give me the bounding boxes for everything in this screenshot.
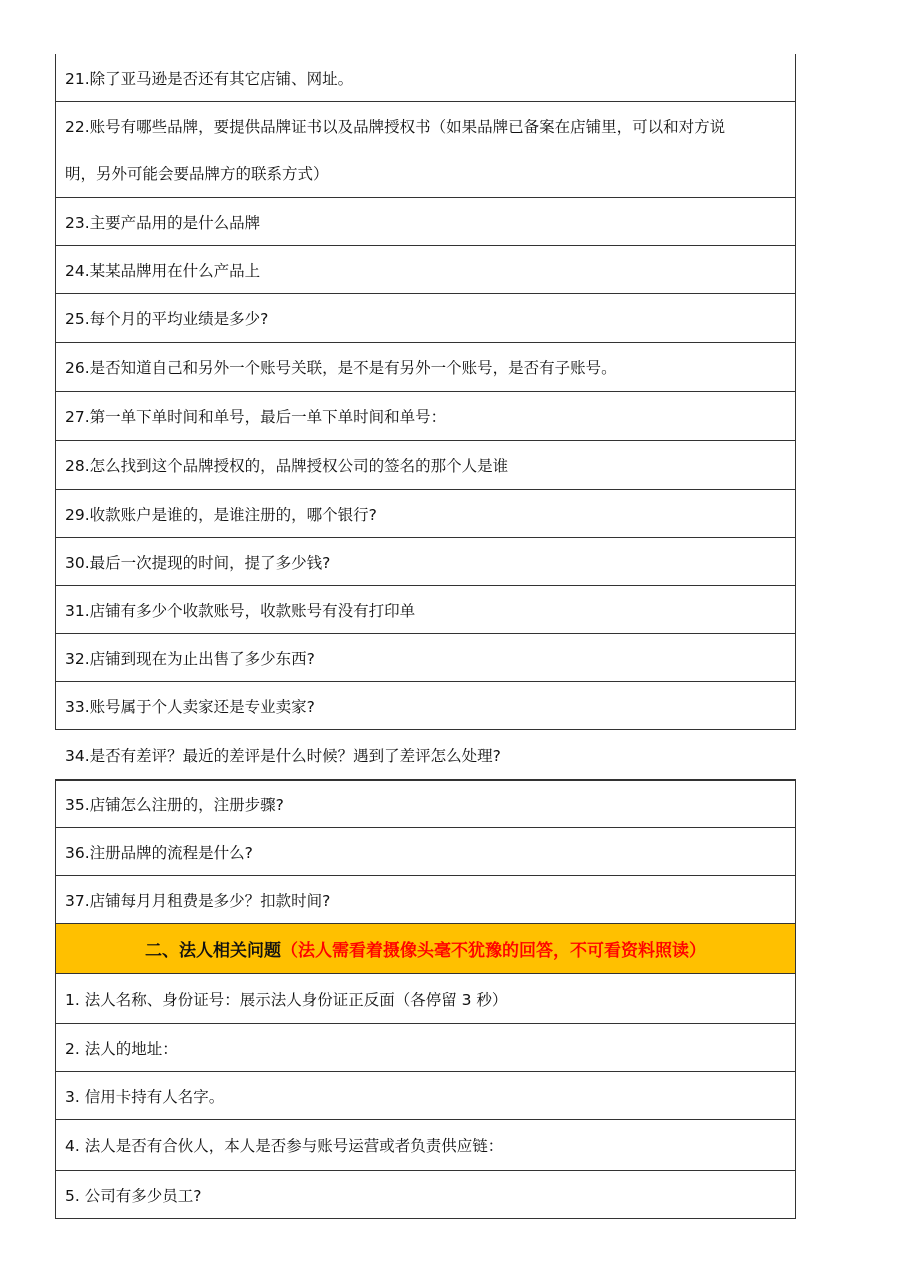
section-title: 二、法人相关问题 [145,941,281,961]
section-heading [55,924,796,974]
question-36 [55,828,796,876]
question-22 [55,102,796,198]
legal-question-4 [55,1120,796,1171]
question-31 [55,586,796,634]
question-text: 3. 信用卡持有人名字。 [65,1087,225,1106]
question-text: 35.店铺怎么注册的，注册步骤? [65,796,284,814]
question-text: 2. 法人的地址： [65,1039,178,1058]
question-text: 36.注册品牌的流程是什么? [65,843,253,862]
question-text: 明，另外可能会要品牌方的联系方式） [65,165,329,183]
question-text: 1. 法人名称、身份证号：展示法人身份证正反面（各停留 3 秒） [65,990,508,1009]
question-21 [55,54,796,102]
question-text: 32.店铺到现在为止出售了多少东西? [65,649,315,668]
question-35 [55,780,796,828]
question-text: 25.每个月的平均业绩是多少? [65,310,269,328]
question-text: 33.账号属于个人卖家还是专业卖家? [65,697,315,716]
question-text: 34.是否有差评？最近的差评是什么时候？遇到了差评怎么处理? [65,746,501,765]
question-25 [55,294,796,343]
question-24 [55,246,796,294]
question-text: 27.第一单下单时间和单号，最后一单下单时间和单号： [65,408,447,426]
question-28 [55,441,796,490]
question-text: 28.怎么找到这个品牌授权的，品牌授权公司的签名的那个人是谁 [65,457,509,475]
question-text: 23.主要产品用的是什么品牌 [65,213,261,232]
question-23 [55,198,796,246]
question-text: 31.店铺有多少个收款账号，收款账号有没有打印单 [65,601,416,620]
question-text: 21.除了亚马逊是否还有其它店铺、网址。 [65,69,354,88]
question-text: 5. 公司有多少员工? [65,1186,202,1205]
question-text: 37.店铺每月月租费是多少？扣款时间? [65,891,331,910]
question-33 [55,682,796,730]
question-text: 24.某某品牌用在什么产品上 [65,261,261,280]
legal-question-1 [55,974,796,1024]
question-32 [55,634,796,682]
question-text: 29.收款账户是谁的，是谁注册的，哪个银行? [65,505,377,524]
document-table [55,54,796,1219]
section-title-note: （法人需看着摄像头毫不犹豫的回答，不可看资料照读） [281,941,706,961]
question-27 [55,392,796,441]
question-37 [55,876,796,924]
question-30 [55,538,796,586]
question-text: 22.账号有哪些品牌，要提供品牌证书以及品牌授权书（如果品牌已备案在店铺里，可以和对方说 [65,118,726,136]
question-text: 4. 法人是否有合伙人，本人是否参与账号运营或者负责供应链： [65,1137,504,1155]
question-29 [55,490,796,538]
legal-question-5 [55,1171,796,1219]
legal-question-2 [55,1024,796,1072]
question-26 [55,343,796,392]
question-34 [55,730,796,780]
question-text: 30.最后一次提现的时间，提了多少钱? [65,553,331,572]
legal-question-3 [55,1072,796,1120]
question-text: 26.是否知道自己和另外一个账号关联，是不是有另外一个账号，是否有子账号。 [65,359,617,377]
